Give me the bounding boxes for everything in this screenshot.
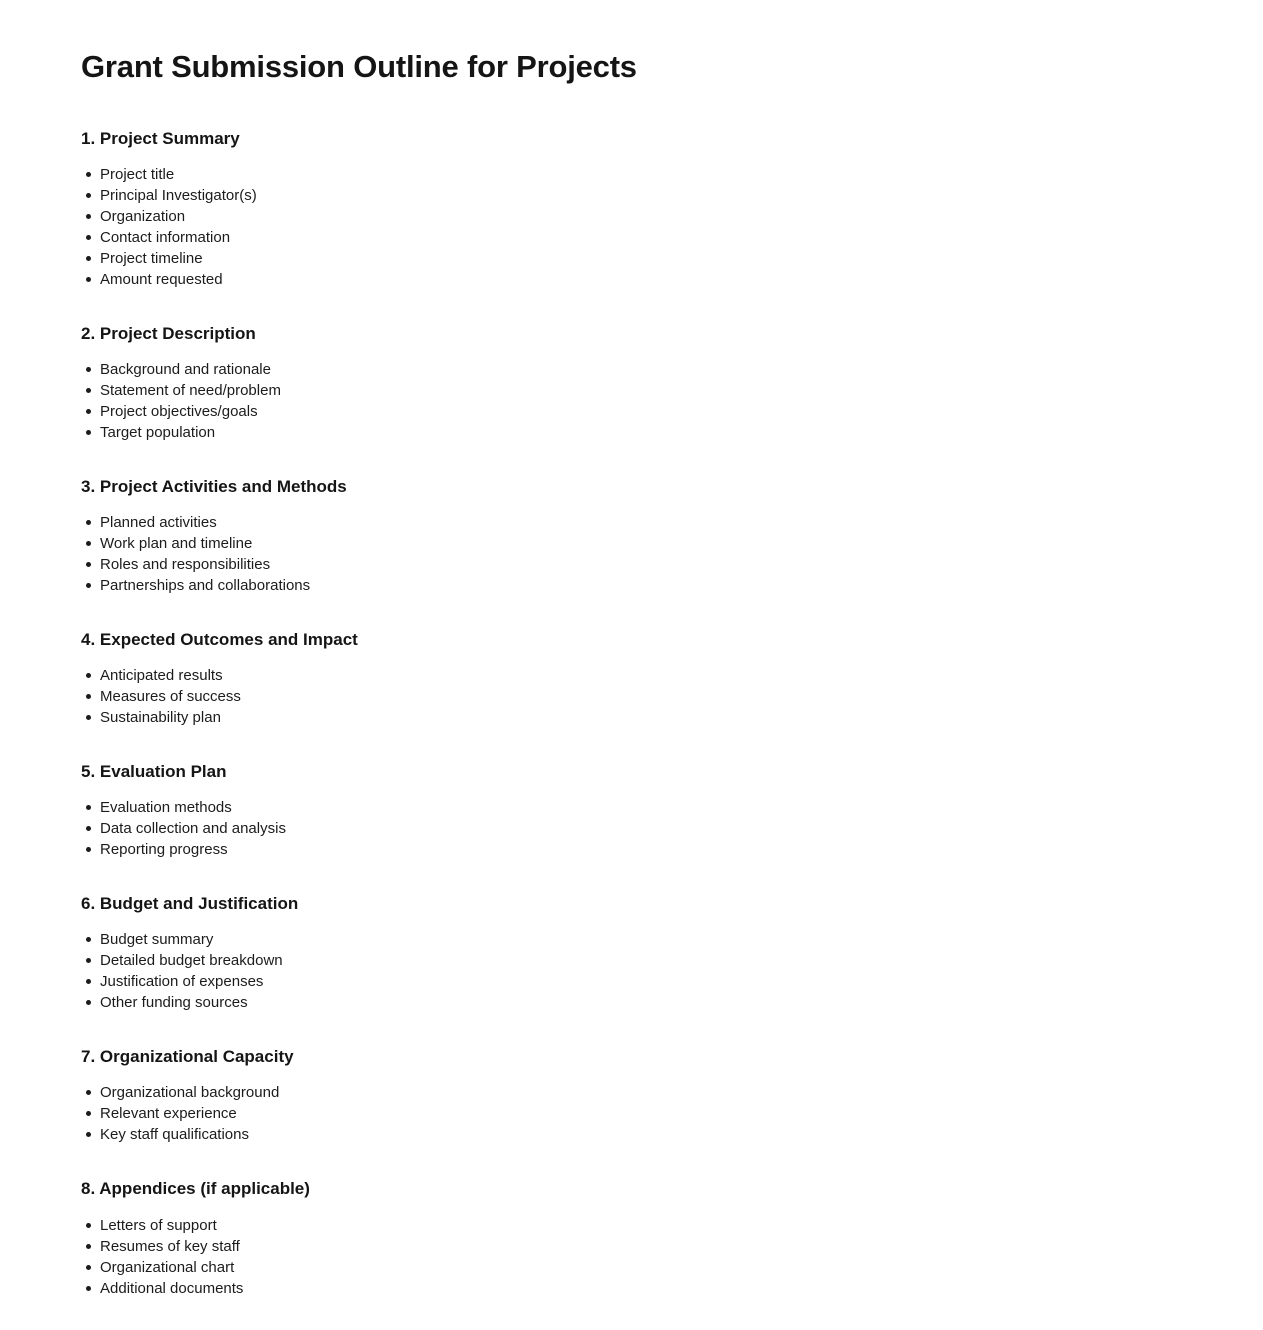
list-item: Planned activities — [81, 512, 1223, 533]
outline-section — [81, 893, 1223, 1013]
list-item: Project title — [81, 164, 1223, 185]
list-item: Organizational chart — [81, 1257, 1223, 1278]
outline-section — [81, 761, 1223, 860]
list-item: Organization — [81, 206, 1223, 227]
list-item: Resumes of key staff — [81, 1236, 1223, 1257]
list-item: Key staff qualifications — [81, 1124, 1223, 1145]
outline-section — [81, 323, 1223, 443]
list-item: Measures of success — [81, 686, 1223, 707]
section-bullet-list — [81, 929, 1223, 1013]
section-heading: 3. Project Activities and Methods — [81, 476, 347, 496]
list-item: Contact information — [81, 227, 1223, 248]
section-bullet-list — [81, 1082, 1223, 1145]
list-item: Work plan and timeline — [81, 533, 1223, 554]
list-item: Target population — [81, 422, 1223, 443]
list-item: Evaluation methods — [81, 797, 1223, 818]
outline-section — [81, 1046, 1223, 1145]
list-item: Statement of need/problem — [81, 380, 1223, 401]
list-item: Detailed budget breakdown — [81, 950, 1223, 971]
section-heading: 8. Appendices (if applicable) — [81, 1179, 310, 1199]
list-item: Project objectives/goals — [81, 401, 1223, 422]
outline-section — [81, 629, 1223, 728]
list-item: Additional documents — [81, 1278, 1223, 1299]
list-item: Sustainability plan — [81, 707, 1223, 728]
list-item: Principal Investigator(s) — [81, 185, 1223, 206]
outline-section — [81, 1178, 1223, 1298]
list-item: Project timeline — [81, 248, 1223, 269]
section-bullet-list — [81, 797, 1223, 860]
section-heading: 7. Organizational Capacity — [81, 1047, 294, 1067]
list-item: Reporting progress — [81, 839, 1223, 860]
section-bullet-list — [81, 512, 1223, 596]
list-item: Letters of support — [81, 1215, 1223, 1236]
list-item: Background and rationale — [81, 359, 1223, 380]
section-heading: 4. Expected Outcomes and Impact — [81, 630, 358, 650]
section-heading: 5. Evaluation Plan — [81, 762, 227, 782]
list-item: Relevant experience — [81, 1103, 1223, 1124]
list-item: Organizational background — [81, 1082, 1223, 1103]
section-heading: 2. Project Description — [81, 323, 256, 343]
section-heading: 6. Budget and Justification — [81, 894, 299, 914]
section-bullet-list — [81, 359, 1223, 443]
list-item: Other funding sources — [81, 992, 1223, 1013]
page-title: Grant Submission Outline for Projects — [81, 49, 637, 84]
sections-container — [81, 128, 1223, 1299]
list-item: Budget summary — [81, 929, 1223, 950]
section-bullet-list — [81, 1215, 1223, 1299]
section-heading: 1. Project Summary — [81, 128, 240, 148]
section-bullet-list — [81, 665, 1223, 728]
list-item: Partnerships and collaborations — [81, 575, 1223, 596]
outline-section — [81, 128, 1223, 290]
list-item: Justification of expenses — [81, 971, 1223, 992]
list-item: Anticipated results — [81, 665, 1223, 686]
outline-section — [81, 476, 1223, 596]
list-item: Roles and responsibilities — [81, 554, 1223, 575]
list-item: Data collection and analysis — [81, 818, 1223, 839]
section-bullet-list — [81, 164, 1223, 290]
list-item: Amount requested — [81, 269, 1223, 290]
